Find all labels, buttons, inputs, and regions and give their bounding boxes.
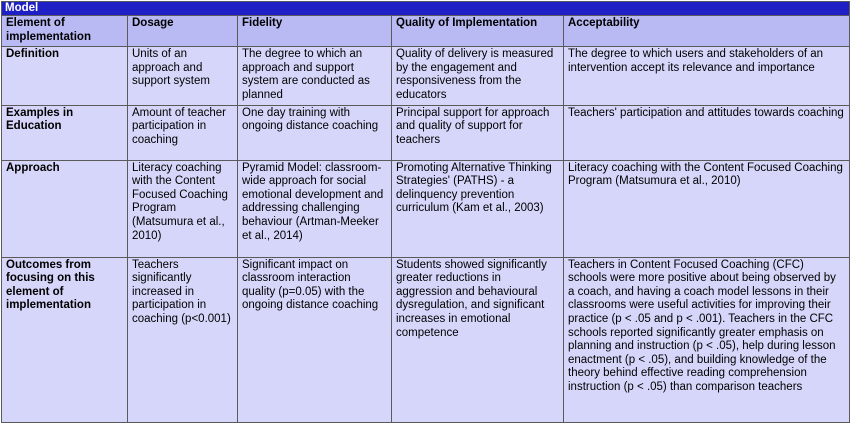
table-row	[2, 105, 850, 160]
header-acceptability: Acceptability	[564, 16, 850, 47]
cell-outcomes-dosage: Teachers significantly increased in participation in coaching (p<0.001)	[128, 257, 238, 422]
table-row	[2, 47, 850, 105]
cell-examples-fidelity: One day training with ongoing distance coaching	[238, 105, 392, 160]
cell-definition-acceptability: The degree to which users and stakeholders of an intervention accept its relevance and importance	[564, 47, 850, 105]
cell-approach-fidelity: Pyramid Model: classroom-wide approach for social emotional development and addressing challenging behaviour (Artman-Meeker et al., 2014)	[238, 160, 392, 257]
implementation-model-table	[1, 1, 850, 423]
table-row	[2, 257, 850, 422]
header-quality-of-implementation: Quality of Implementation	[392, 16, 564, 47]
cell-outcomes-fidelity: Significant impact on classroom interaction quality (p=0.05) with the ongoing distance coaching	[238, 257, 392, 422]
table-title: Model	[2, 2, 850, 16]
cell-definition-quality: Quality of delivery is measured by the engagement and responsiveness from the educators	[392, 47, 564, 105]
implementation-model-table-container	[1, 1, 849, 423]
cell-approach-dosage: Literacy coaching with the Content Focused Coaching Program (Matsumura et al., 2010)	[128, 160, 238, 257]
cell-outcomes-quality: Students showed significantly greater reductions in aggression and behavioural dysregulation, and significant increases in emotional competence	[392, 257, 564, 422]
row-label-approach: Approach	[2, 160, 128, 257]
cell-definition-dosage: Units of an approach and support system	[128, 47, 238, 105]
cell-outcomes-acceptability: Teachers in Content Focused Coaching (CFC) schools were more positive about being observed by a coach, and having a coach model lessons in their classrooms were useful activities for improving their practice (p < .05 and p < .001). Teachers in the CFC schools reported significantly greater emphasis on planning and instruction (p < .05), help during lesson enactment (p < .05), and building knowledge of the theory behind effective reading comprehension instruction (p < .05) than comparison teachers	[564, 257, 850, 422]
header-dosage: Dosage	[128, 16, 238, 47]
cell-examples-dosage: Amount of teacher participation in coaching	[128, 105, 238, 160]
cell-approach-quality: Promoting Alternative Thinking Strategies' (PATHS) - a delinquency prevention curriculum (Kam et al., 2003)	[392, 160, 564, 257]
header-element-of-implementation: Element of implementation	[2, 16, 128, 47]
row-label-examples: Examples in Education	[2, 105, 128, 160]
cell-definition-fidelity: The degree to which an approach and support system are conducted as planned	[238, 47, 392, 105]
header-fidelity: Fidelity	[238, 16, 392, 47]
row-label-definition: Definition	[2, 47, 128, 105]
cell-approach-acceptability: Literacy coaching with the Content Focused Coaching Program (Matsumura et al., 2010)	[564, 160, 850, 257]
row-label-outcomes: Outcomes from focusing on this element of implementation	[2, 257, 128, 422]
cell-examples-acceptability: Teachers' participation and attitudes towards coaching	[564, 105, 850, 160]
cell-examples-quality: Principal support for approach and quality of support for teachers	[392, 105, 564, 160]
table-row	[2, 160, 850, 257]
